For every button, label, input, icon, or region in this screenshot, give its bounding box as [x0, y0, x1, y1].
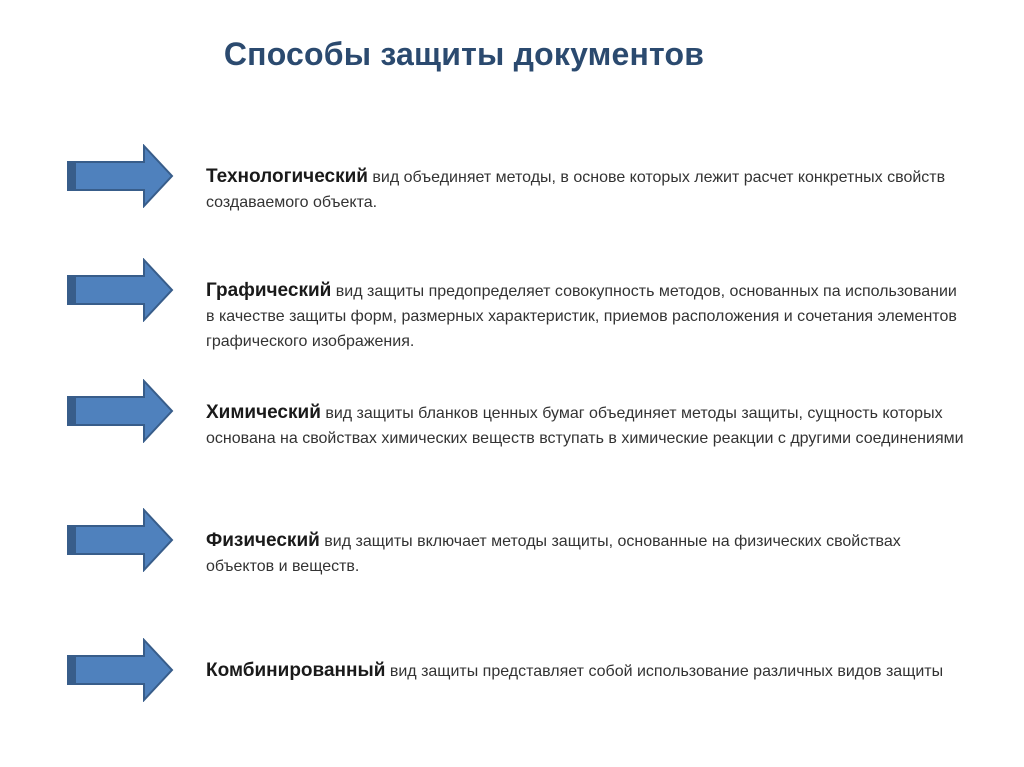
- arrow-right-icon: [64, 258, 176, 322]
- item-description: вид защиты предопределяет совокупность методов, основанных па использовании в качестве защиты форм, размерных характеристик, приемов расположения и сочетания элементов графического изображения.: [206, 283, 957, 350]
- item-text: [206, 400, 966, 451]
- item-term: Химический: [206, 402, 321, 423]
- item-term: Физический: [206, 530, 320, 551]
- arrow-right-icon: [64, 144, 176, 208]
- arrow-right-icon: [64, 638, 176, 702]
- item-text: [206, 658, 966, 684]
- item-description: вид защиты бланков ценных бумаг объединяет методы защиты, сущность которых основана на свойствах химических веществ вступать в химические реакции с другими соединениями: [206, 405, 964, 447]
- item-term: Комбинированный: [206, 660, 386, 681]
- arrow-right-icon: [64, 508, 176, 572]
- item-description: вид объединяет методы, в основе которых лежит расчет конкретных свойств создаваемого объекта.: [206, 169, 946, 211]
- item-text: [206, 278, 966, 354]
- item-text: [206, 164, 966, 215]
- item-description: вид защиты представляет собой использование различных видов защиты: [385, 663, 944, 680]
- item-description: вид защиты включает методы защиты, основанные на физических свойствах объектов и веществ.: [206, 533, 901, 575]
- page-title: Способы защиты документов: [223, 36, 705, 72]
- item-text: [206, 528, 966, 579]
- item-term: Технологический: [206, 166, 368, 187]
- item-term: Графический: [206, 280, 332, 301]
- arrow-right-icon: [64, 379, 176, 443]
